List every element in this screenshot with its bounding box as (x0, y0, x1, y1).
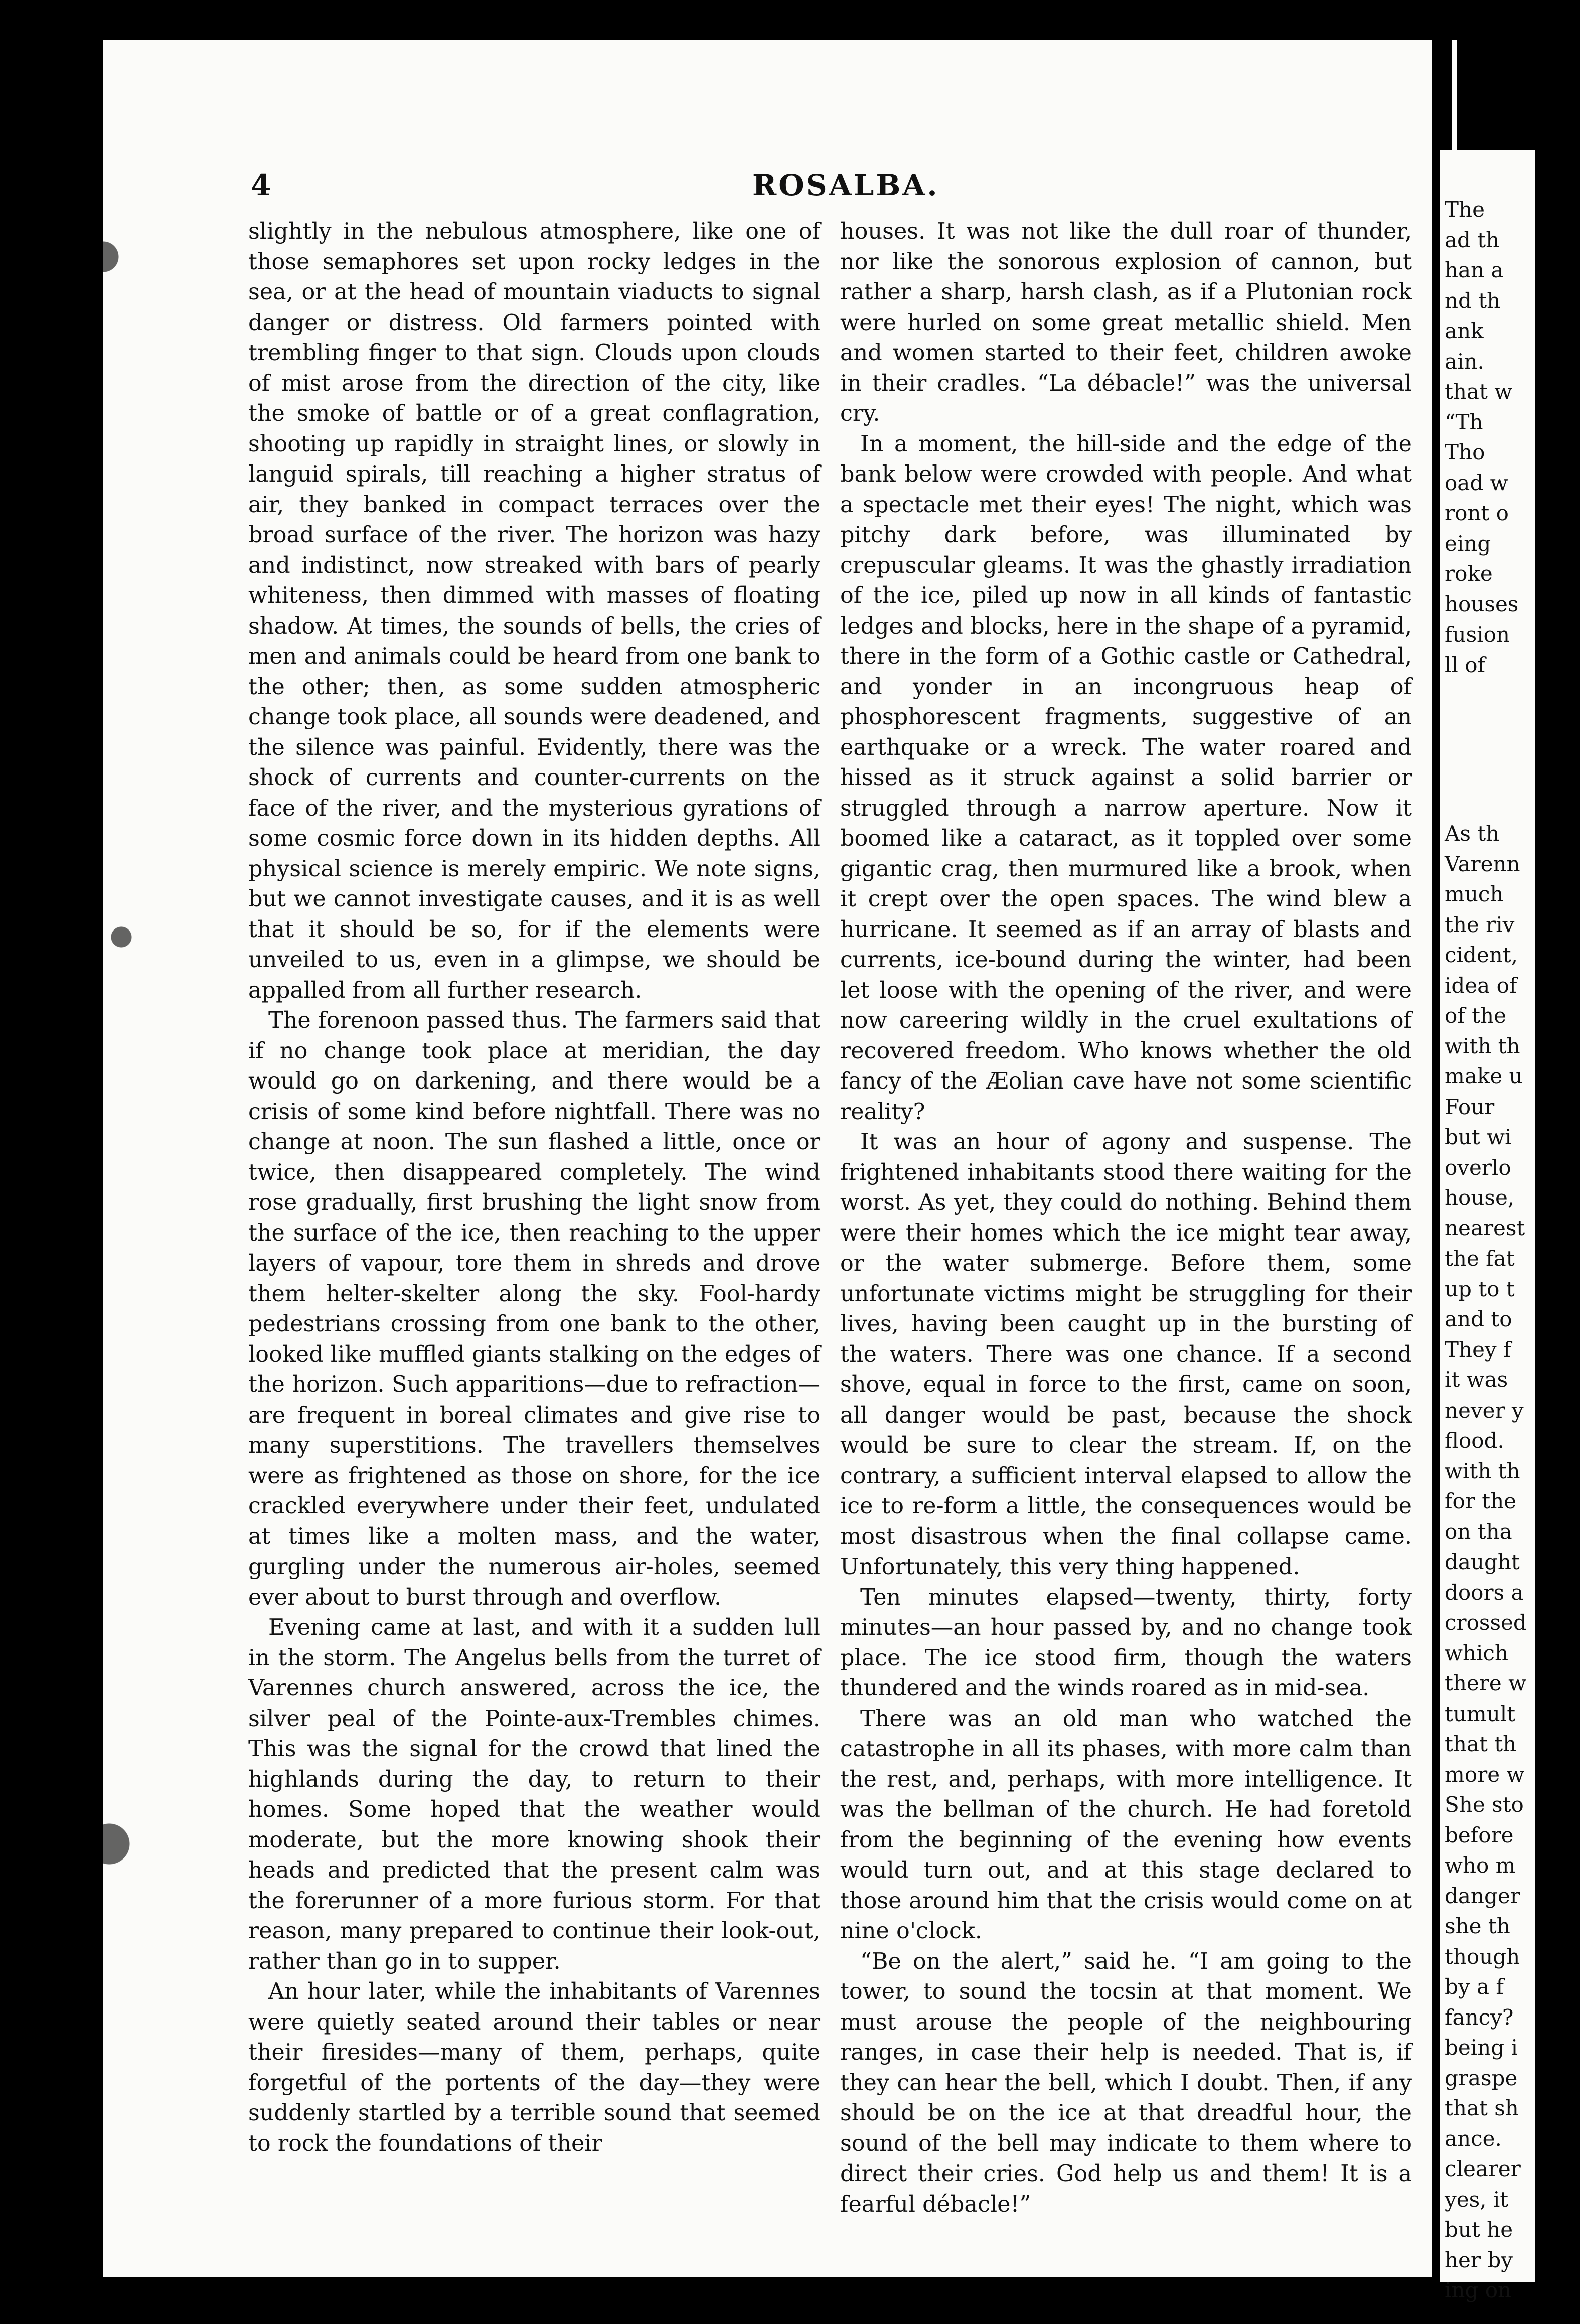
adjacent-fragment-line: before (1445, 1822, 1514, 1847)
adjacent-fragment-line: houses (1445, 591, 1519, 616)
adjacent-fragment-line: She sto (1445, 1792, 1524, 1817)
adjacent-fragment-line: They f (1445, 1337, 1511, 1362)
adjacent-fragment-line: of the (1445, 1003, 1506, 1028)
adjacent-fragment-line: the fat (1445, 1246, 1515, 1271)
adjacent-fragment-line: “Th (1445, 409, 1483, 434)
adjacent-fragment-line: flood. (1445, 1428, 1504, 1453)
adjacent-fragment-line: The (1445, 197, 1485, 222)
adjacent-fragment-line: that th (1445, 1732, 1517, 1756)
paragraph: It was an hour of agony and suspense. The frightened inhabitants stood there waiting for the worst. As yet, they could do nothing. Behind them were their homes which the ice might tear away, or the water submerge. Before them, some unfortunate victims might be struggling for their lives, having been caught up in the bursting of the waters. There was one chance. If a second shove, equal in force to the first, came on soon, all danger would be past, because the shock would be sure to clear the stream. If, on the contrary, a sufficient interval elapsed to allow the ice to re-form a little, the consequences would be most disastrous when the final collapse came. Unfortunately, this very thing happened. (840, 1129, 1412, 1580)
adjacent-fragment-line: crossed (1445, 1610, 1527, 1635)
paragraph: slightly in the nebulous atmosphere, like one of those semaphores set upon rocky ledges in the sea, or at the head of mountain viaducts to signal danger or distress. Old farmers pointed with trembling finger to that sign. Clouds upon clouds of mist arose from the direction of the city, like the smoke of battle or of a great conflagration, shooting up rapidly in straight lines, or slowly in languid spirals, till reaching a higher stratus of air, they banked in compact terraces over the broad surface of the river. The horizon was hazy and indistinct, now streaked with bars of pearly whiteness, then dimmed with masses of floating shadow. At times, the sounds of bells, the cries of men and animals could be heard from one bank to the other; then, as some sudden atmospheric change took place, all sounds were deadened, and the silence was painful. Evidently, there was the shock of currents and counter-currents on the face of the river, and the mysterious gyrations of some cosmic force down in its hidden depths. All physical science is merely empiric. We note signs, but we cannot investigate causes, and it is as well that it should be so, for if the elements were unveiled to us, even in a glimpse, we should be appalled from all further research. (248, 219, 820, 1003)
adjacent-fragment-line: and to (1445, 1307, 1512, 1331)
adjacent-fragment-line: being i (1445, 2035, 1518, 2060)
adjacent-fragment-line: fusion (1445, 622, 1510, 647)
adjacent-fragment-line: cident, (1445, 943, 1518, 967)
adjacent-fragment-line: there w (1445, 1671, 1527, 1695)
adjacent-fragment-line: ain. (1445, 349, 1484, 374)
adjacent-fragment-line: but wi (1445, 1125, 1512, 1149)
adjacent-fragment-line: clearer (1445, 2156, 1521, 2181)
adjacent-fragment-line: the riv (1445, 912, 1515, 937)
adjacent-fragment-line: by a f (1445, 1974, 1504, 1999)
adjacent-fragment-line: who m (1445, 1853, 1516, 1878)
adjacent-fragment-line: overlo (1445, 1155, 1511, 1180)
adjacent-fragment-line: that w (1445, 379, 1513, 404)
adjacent-fragment-line: As th (1445, 821, 1500, 846)
adjacent-fragment-line: Tho (1445, 440, 1485, 464)
adjacent-fragment-line: nearest (1445, 1215, 1525, 1241)
adjacent-fragment-line: it was (1445, 1367, 1508, 1392)
adjacent-fragment-line: her by (1445, 2247, 1513, 2272)
adjacent-fragment-line: ront o (1445, 501, 1509, 525)
adjacent-fragment-line: tumult (1445, 1701, 1516, 1726)
scan-edge-right (1535, 0, 1580, 2324)
adjacent-fragment-line: house, (1445, 1185, 1515, 1210)
running-title: ROSALBA. (752, 168, 939, 202)
paragraph: Ten minutes elapsed—twenty, thirty, forty minutes—an hour passed by, and no change took place. The ice stood firm, though the waters thundered and the winds roared as in mid-sea. (840, 1584, 1412, 1701)
adjacent-fragment-line: more w (1445, 1762, 1525, 1787)
adjacent-fragment-line: doors a (1445, 1580, 1524, 1605)
adjacent-fragments-top (1445, 195, 1518, 680)
text-column-left (248, 217, 820, 2159)
adjacent-fragment-line: never y (1445, 1398, 1524, 1423)
adjacent-fragment-line: but he (1445, 2217, 1513, 2242)
adjacent-fragment-line: though (1445, 1944, 1520, 1969)
text-column-middle (840, 217, 1412, 2220)
adjacent-fragment-line: ll of (1445, 652, 1486, 677)
adjacent-fragment-line: oad w (1445, 470, 1508, 495)
scan-edge-left (85, 30, 145, 2297)
adjacent-fragment-line: idea of (1445, 973, 1517, 998)
adjacent-fragment-line: she th (1445, 1914, 1510, 1938)
adjacent-fragment-line: ad th (1445, 227, 1500, 252)
adjacent-fragment-line: daught (1445, 1550, 1520, 1574)
adjacent-fragments-bottom (1445, 819, 1527, 2306)
adjacent-fragment-line: with th (1445, 1033, 1520, 1058)
adjacent-fragment-line: yes, it (1445, 2187, 1509, 2212)
adjacent-page-strip (1440, 150, 1535, 2302)
adjacent-fragment-line: ank (1445, 319, 1484, 343)
adjacent-fragment-line: which (1445, 1640, 1509, 1665)
paragraph: Evening came at last, and with it a sudden lull in the storm. The Angelus bells from the turret of Varennes church answered, across the ice, the silver peal of the Pointe-aux-Trembles chimes. This was the signal for the crowd that lined the highlands during the day, to return to their homes. Some hoped that the weather would moderate, but the more knowing shook their heads and predicted that the present calm was the forerunner of a more furious storm. For that reason, many prepared to continue their look-out, rather than go in to supper. (248, 1615, 820, 1974)
adjacent-fragment-line: fancy? (1445, 2004, 1514, 2030)
paragraph: There was an old man who watched the catastrophe in all its phases, with more calm than the rest, and, perhaps, with more intelligence. It was the bellman of the church. He had foretold from the beginning of the evening how events would turn out, and at this stage declared to those around him that the crisis would come on at nine o'clock. (840, 1706, 1412, 1944)
adjacent-fragment-line: on tha (1445, 1519, 1512, 1544)
adjacent-fragment-line: Varenn (1445, 851, 1520, 876)
adjacent-fragment-line: with th (1445, 1458, 1520, 1483)
adjacent-fragment-line: danger (1445, 1883, 1520, 1908)
paragraph: In a moment, the hill-side and the edge of the bank below were crowded with people. And what a spectacle met their eyes! The night, which was pitchy dark before, was illuminated by crepuscular gleams. It was the ghastly irradiation of the ice, piled up now in all kinds of fantastic ledges and blocks, here in the shape of a pyramid, there in the form of a Gothic castle or Cathedral, and yonder in an incongruous heap of phosphorescent fragments, suggestive of an earthquake or a wreck. The water roared and hissed as it struck against a solid barrier or struggled through a narrow aperture. Now it boomed like a cataract, as it toppled over some gigantic crag, then murmured like a brook, when it crept over the open spaces. The wind blew a hurricane. It seemed as if an array of blasts and currents, ice-bound during the winter, had been let loose with the opening of the river, and were now careering wildly in the cruel exultations of recovered freedom. Who knows whether the old fancy of the Æolian cave have not some scientific reality? (840, 431, 1412, 1125)
adjacent-fragment-line: make u (1445, 1064, 1523, 1089)
adjacent-fragment-line: graspe (1445, 2065, 1518, 2090)
adjacent-fragment-line: roke (1445, 561, 1493, 586)
adjacent-fragment-line: eing (1445, 531, 1491, 556)
paragraph: houses. It was not like the dull roar of thunder, nor like the sonorous explosion of cannon, but rather a sharp, harsh clash, as if a Plutonian rock were hurled on some great metallic shield. Men and women started to their feet, children awoke in their cradles. “La débacle!” was the universal cry. (840, 219, 1412, 426)
paragraph: The forenoon passed thus. The farmers said that if no change took place at meridian, the day would go on darkening, and there would be a crisis of some kind before nightfall. There was no change at noon. The sun flashed a little, once or twice, then disappeared completely. The wind rose gradually, first brushing the light snow from the surface of the ice, then reaching to the upper layers of vapour, tore them in shreds and drove them helter-skelter along the sky. Fool-hardy pedestrians crossing from one bank to the other, looked like muffled giants stalking on the edges of the horizon. Such apparitions—due to refraction—are frequent in boreal climates and give rise to many superstitions. The travellers themselves were as frightened as those on shore, for the ice crackled everywhere under their feet, undulated at times like a molten mass, and the water, gurgling under the numerous air-holes, seemed ever about to burst through and overflow. (248, 1008, 820, 1610)
adjacent-fragment-line: up to t (1445, 1276, 1515, 1301)
adjacent-fragment-line: much (1445, 882, 1504, 906)
paragraph: An hour later, while the inhabitants of Varennes were quietly seated around their tables or near their firesides—many of them, perhaps, quite forgetful of the portents of the day—they were suddenly startled by a terrible sound that seemed to rock the foundations of their (248, 1979, 820, 2156)
adjacent-fragment-line: ing on (1445, 2278, 1512, 2302)
paragraph: “Be on the alert,” said he. “I am going to the tower, to sound the tocsin at that moment. We must arouse the people of the neighbouring ranges, in case their help is needed. That is, if they can hear the bell, which I doubt. Then, if any should be on the ice at that dreadful hour, the sound of the bell may indicate to them where to direct their cries. God help us and them! It is a fearful débacle!” (840, 1948, 1412, 2217)
adjacent-fragment-line: ance. (1445, 2126, 1502, 2151)
adjacent-fragment-line: that sh (1445, 2096, 1519, 2120)
adjacent-fragment-line: for the (1445, 1489, 1517, 1513)
adjacent-fragment-line: Four (1445, 1094, 1495, 1119)
adjacent-fragment-line: han a (1445, 258, 1504, 282)
page-number: 4 (251, 168, 271, 202)
adjacent-fragment-line: nd th (1445, 288, 1501, 313)
